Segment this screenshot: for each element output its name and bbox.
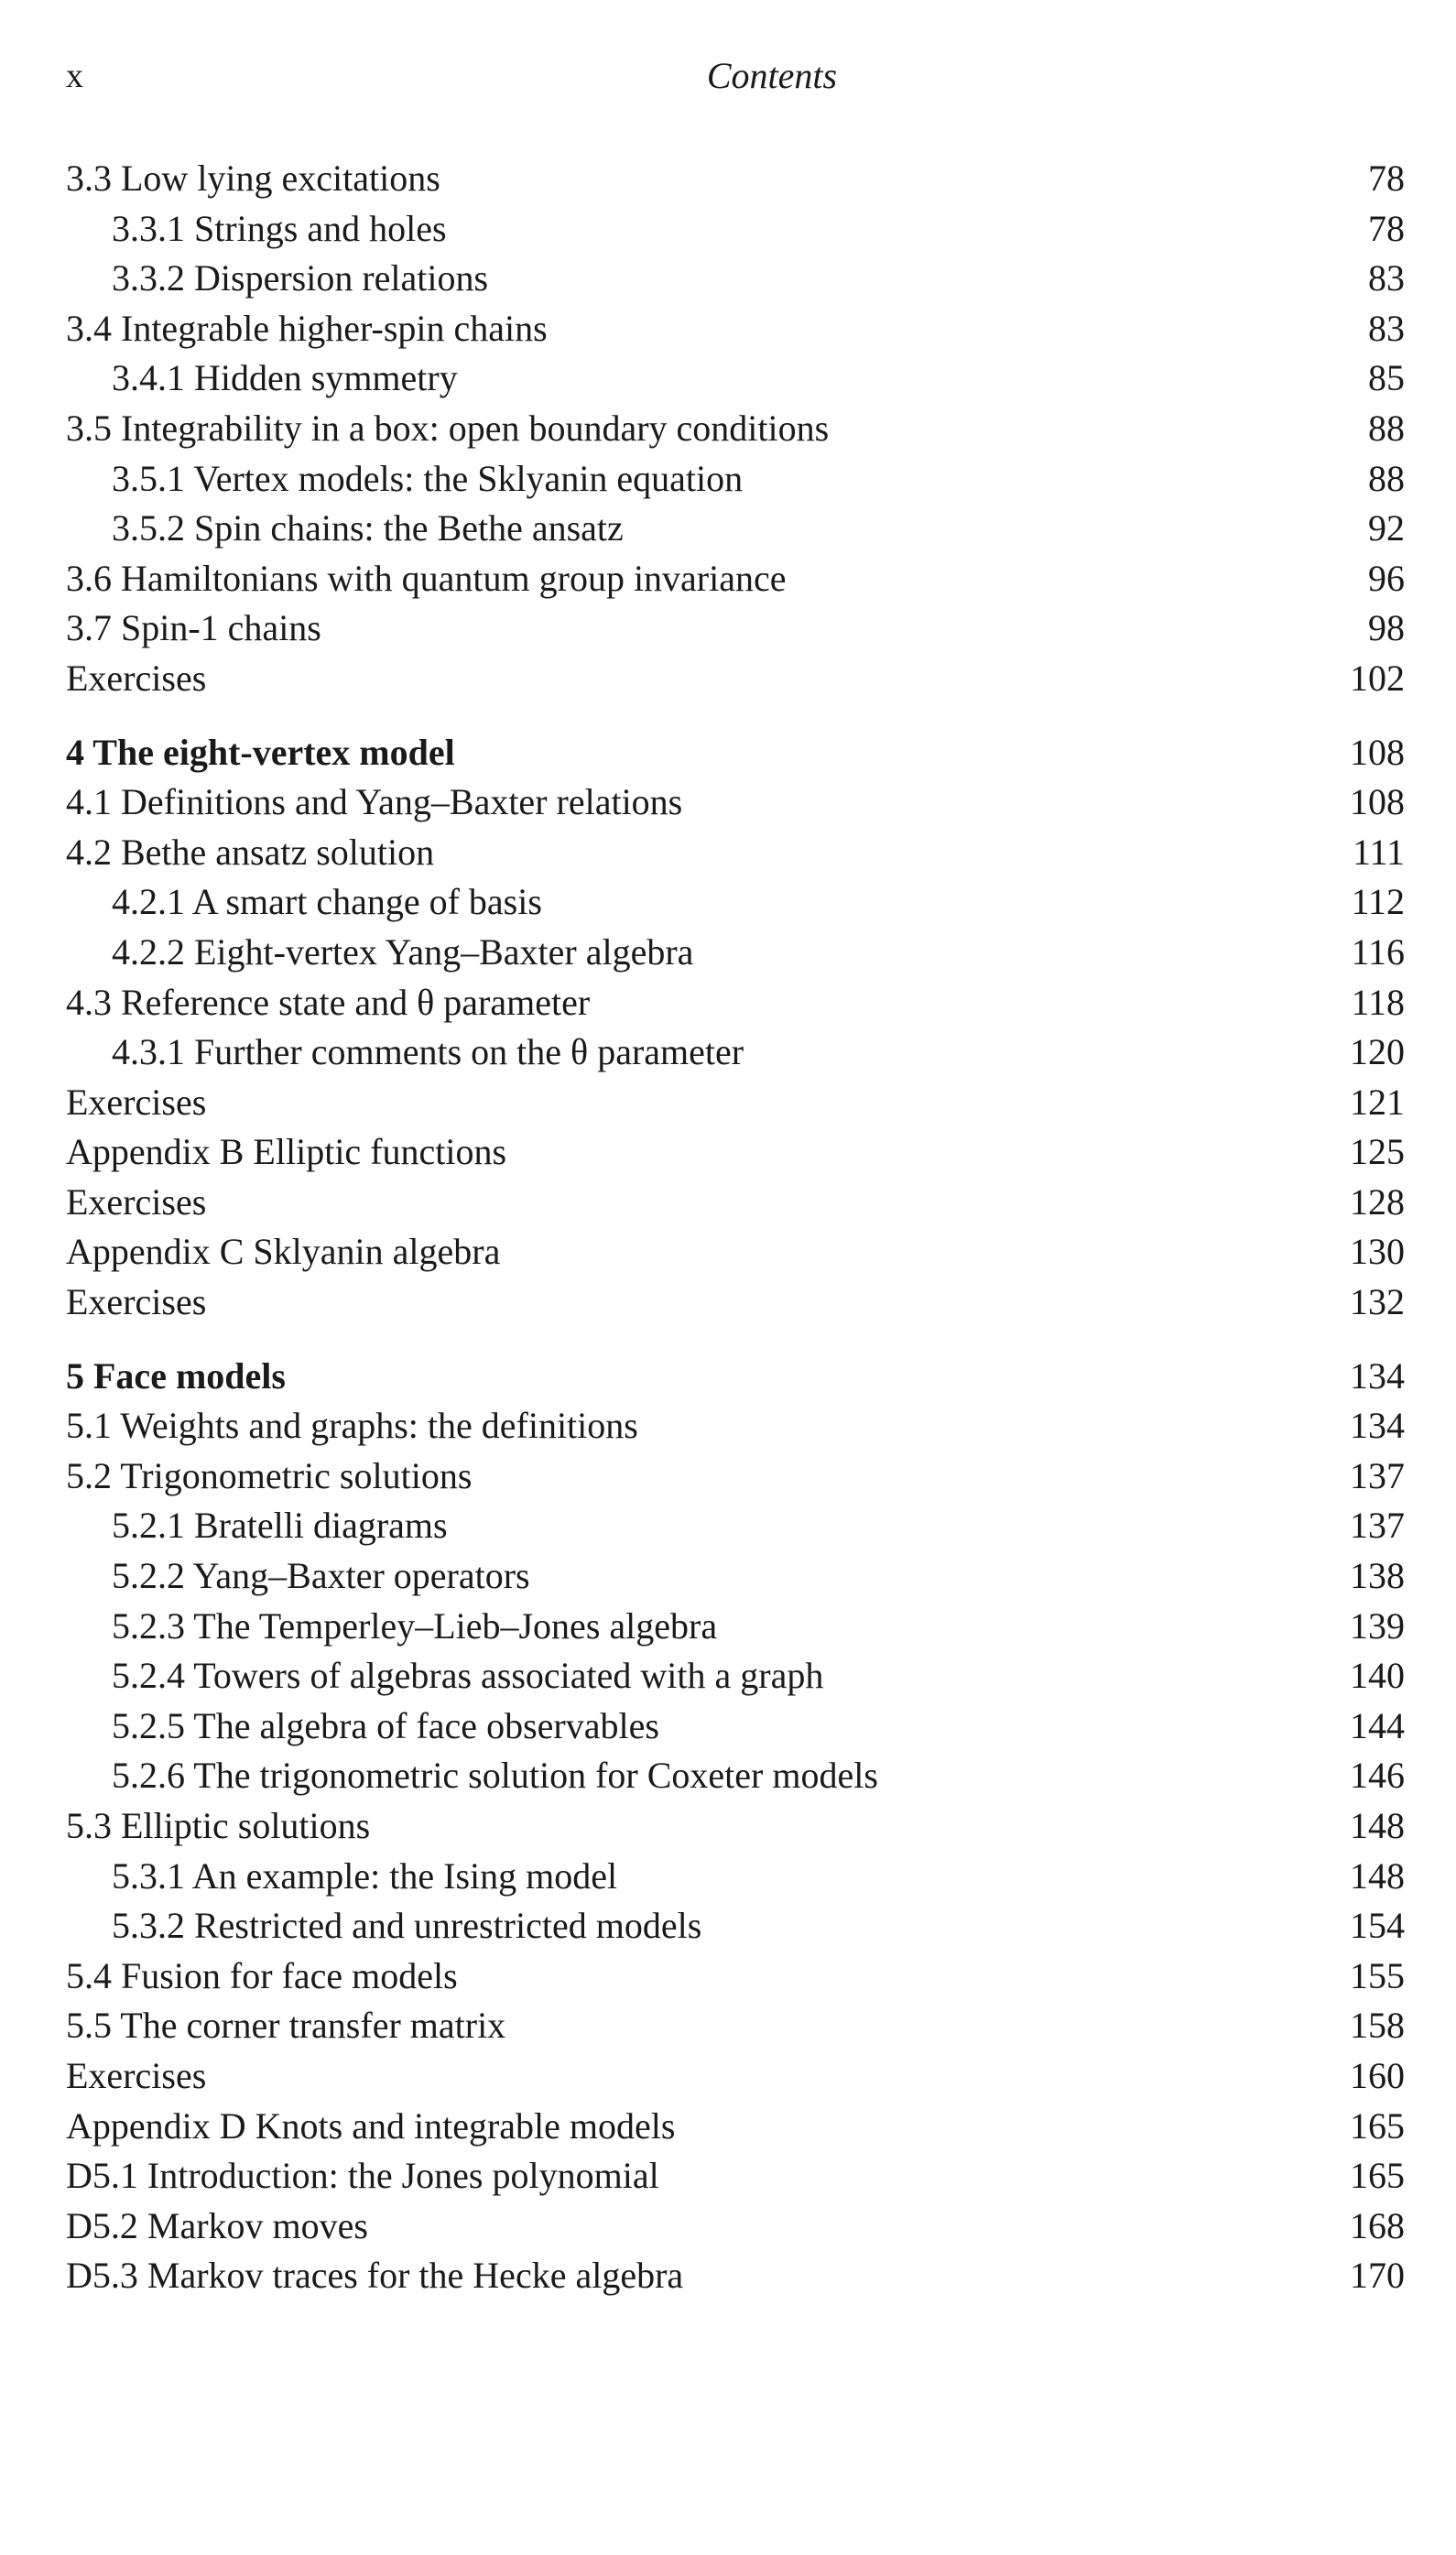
toc-entry-title: 5.3.1 An example: the Ising model [112, 1854, 618, 1897]
toc-entry-page-number: 128 [1350, 1180, 1405, 1223]
toc-entry-title: D5.3 Markov traces for the Hecke algebra [66, 2255, 684, 2297]
toc-entry-title: Exercises [66, 2054, 207, 2096]
toc-entry-title: Appendix D Knots and integrable models [66, 2104, 676, 2147]
toc-entry-title: 3.6 Hamiltonians with quantum group invariance [66, 557, 787, 599]
toc-entry-title: Appendix B Elliptic functions [66, 1131, 507, 1173]
toc-entry [66, 1952, 1405, 2002]
toc-entry-page-number: 139 [1350, 1604, 1405, 1647]
toc-entry [66, 877, 1405, 928]
toc-entry [66, 2001, 1405, 2051]
toc-entry-title: 5.4 Fusion for face models [66, 1954, 458, 1996]
toc-entry-title: 4 The eight-vertex model [66, 731, 455, 773]
toc-entry [66, 1227, 1405, 1278]
toc-entry-title: 5.2 Trigonometric solutions [66, 1454, 473, 1496]
toc-entry [66, 353, 1405, 404]
toc-entry-title: 3.5.2 Spin chains: the Bethe ansatz [112, 507, 624, 549]
toc-entry [66, 1278, 1405, 1328]
toc-entry-page-number: 130 [1350, 1231, 1405, 1273]
toc-entry-page-number: 165 [1350, 2104, 1405, 2147]
toc-entry-title: 5.5 The corner transfer matrix [66, 2005, 506, 2047]
toc-entry-title: Exercises [66, 1180, 207, 1223]
toc-entry [66, 978, 1405, 1028]
toc-entry-page-number: 146 [1350, 1755, 1405, 1797]
toc-entry [66, 828, 1405, 878]
toc-entry-page-number: 132 [1350, 1281, 1405, 1323]
toc-entry-title: 3.4.1 Hidden symmetry [112, 357, 458, 399]
toc-entry [66, 154, 1405, 204]
toc-entry-page-number: 170 [1350, 2255, 1405, 2297]
toc-entry-page-number: 98 [1368, 607, 1405, 649]
toc-entry [66, 1551, 1405, 1602]
toc-entry-title: 4.2 Bethe ansatz solution [66, 831, 435, 873]
toc-entry-page-number: 116 [1351, 930, 1405, 973]
toc-entry [66, 204, 1405, 255]
toc-entry-page-number: 160 [1350, 2054, 1405, 2096]
toc-entry-page-number: 168 [1350, 2204, 1405, 2246]
toc-entry [66, 1451, 1405, 1502]
contents-page [66, 51, 1405, 2301]
toc-entry-page-number: 112 [1351, 881, 1405, 923]
toc-entry [66, 603, 1405, 654]
toc-entry-page-number: 92 [1368, 507, 1405, 549]
toc-entry-title: 5.3.2 Restricted and unrestricted models [112, 1905, 702, 1947]
toc-entry-page-number: 154 [1350, 1905, 1405, 1947]
toc-entry-title: Exercises [66, 657, 207, 699]
toc-entry-title: 5.1 Weights and graphs: the definitions [66, 1405, 638, 1447]
toc-entry-title: 3.4 Integrable higher-spin chains [66, 307, 548, 349]
toc-entry-title: 3.7 Spin-1 chains [66, 607, 321, 649]
toc-entry-title: 3.5.1 Vertex models: the Sklyanin equation [112, 457, 744, 499]
toc-entry-title: 4.3 Reference state and θ parameter [66, 981, 591, 1023]
toc-entry [66, 2202, 1405, 2252]
toc-entry-title: 3.3.1 Strings and holes [112, 207, 447, 249]
toc-entry-page-number: 155 [1350, 1954, 1405, 1996]
toc-entry-page-number: 148 [1350, 1854, 1405, 1897]
toc-entry [66, 1901, 1405, 1952]
toc-entry-page-number: 108 [1350, 781, 1405, 823]
toc-entry-page-number: 83 [1368, 257, 1405, 299]
toc-entry [66, 1651, 1405, 1702]
toc-entry [66, 404, 1405, 454]
toc-entry-title: 3.3 Low lying excitations [66, 158, 440, 199]
toc-entry-page-number: 85 [1368, 357, 1405, 399]
toc-entry-title: D5.1 Introduction: the Jones polynomial [66, 2155, 659, 2197]
toc-entry-title: Exercises [66, 1081, 207, 1123]
toc-entry-title: 3.5 Integrability in a box: open boundary conditions [66, 407, 830, 449]
toc-entry [66, 1501, 1405, 1551]
toc-entry-title: 4.3.1 Further comments on the θ parameter [112, 1031, 744, 1073]
toc-entry [66, 1027, 1405, 1078]
toc-entry-page-number: 121 [1350, 1081, 1405, 1123]
toc-entry-page-number: 111 [1352, 831, 1405, 873]
toc-entry [66, 1751, 1405, 1801]
toc-entry-title: 5.2.3 The Temperley–Lieb–Jones algebra [112, 1604, 718, 1647]
toc-entry [66, 1852, 1405, 1902]
toc-entry [66, 2051, 1405, 2102]
toc-entry-title: 5.2.1 Bratelli diagrams [112, 1505, 448, 1547]
toc-entry [66, 554, 1405, 604]
toc-entry-page-number: 125 [1350, 1131, 1405, 1173]
toc-entry [66, 454, 1405, 505]
toc-entry-page-number: 134 [1350, 1354, 1405, 1397]
toc-entry-title: 4.1 Definitions and Yang–Baxter relations [66, 781, 683, 823]
toc-entry-title: 5 Face models [66, 1354, 286, 1397]
toc-entry-page-number: 102 [1350, 657, 1405, 699]
toc-chapter-entry [66, 728, 1405, 778]
toc-entry-title: Exercises [66, 1281, 207, 1323]
toc-entry-page-number: 96 [1368, 557, 1405, 599]
toc-entry-title: 5.3 Elliptic solutions [66, 1805, 371, 1846]
table-of-contents [66, 154, 1405, 2301]
toc-entry-page-number: 78 [1368, 207, 1405, 249]
toc-entry-page-number: 118 [1351, 981, 1405, 1023]
toc-entry-page-number: 83 [1368, 307, 1405, 349]
toc-entry-page-number: 108 [1350, 731, 1405, 773]
toc-entry [66, 777, 1405, 828]
toc-entry-title: 4.2.1 A smart change of basis [112, 881, 542, 923]
page-header [66, 51, 1405, 101]
toc-entry-title: 3.3.2 Dispersion relations [112, 257, 489, 299]
running-title: Contents [706, 55, 838, 96]
toc-entry [66, 1801, 1405, 1852]
toc-entry-title: 5.2.5 The algebra of face observables [112, 1704, 659, 1746]
toc-entry-page-number: 165 [1350, 2155, 1405, 2197]
toc-entry [66, 2251, 1405, 2301]
toc-entry-title: 4.2.2 Eight-vertex Yang–Baxter algebra [112, 930, 694, 973]
toc-entry-page-number: 78 [1368, 158, 1405, 199]
toc-entry-page-number: 148 [1350, 1805, 1405, 1846]
toc-entry [66, 504, 1405, 554]
toc-entry-page-number: 120 [1350, 1031, 1405, 1073]
toc-entry [66, 2151, 1405, 2202]
toc-entry-page-number: 158 [1350, 2005, 1405, 2047]
page-number: x [66, 57, 83, 95]
toc-entry-page-number: 134 [1350, 1405, 1405, 1447]
toc-entry-title: D5.2 Markov moves [66, 2204, 368, 2246]
toc-entry-page-number: 138 [1350, 1555, 1405, 1597]
toc-entry [66, 304, 1405, 354]
toc-chapter-entry [66, 1352, 1405, 1402]
toc-entry-page-number: 88 [1368, 407, 1405, 449]
toc-entry-page-number: 88 [1368, 457, 1405, 499]
toc-entry-page-number: 137 [1350, 1454, 1405, 1496]
toc-entry [66, 1602, 1405, 1652]
toc-entry [66, 1178, 1405, 1228]
toc-entry-title: Appendix C Sklyanin algebra [66, 1231, 501, 1273]
toc-entry [66, 2102, 1405, 2152]
toc-entry-page-number: 140 [1350, 1655, 1405, 1697]
toc-entry-page-number: 137 [1350, 1505, 1405, 1547]
toc-entry [66, 254, 1405, 304]
toc-entry [66, 1127, 1405, 1178]
toc-entry-title: 5.2.2 Yang–Baxter operators [112, 1555, 530, 1597]
toc-entry [66, 928, 1405, 978]
toc-entry [66, 1401, 1405, 1451]
toc-entry-title: 5.2.4 Towers of algebras associated with a graph [112, 1655, 824, 1697]
toc-entry [66, 1702, 1405, 1752]
toc-entry [66, 1078, 1405, 1128]
toc-entry-page-number: 144 [1350, 1704, 1405, 1746]
toc-entry-title: 5.2.6 The trigonometric solution for Coxeter models [112, 1755, 878, 1797]
toc-entry [66, 654, 1405, 704]
